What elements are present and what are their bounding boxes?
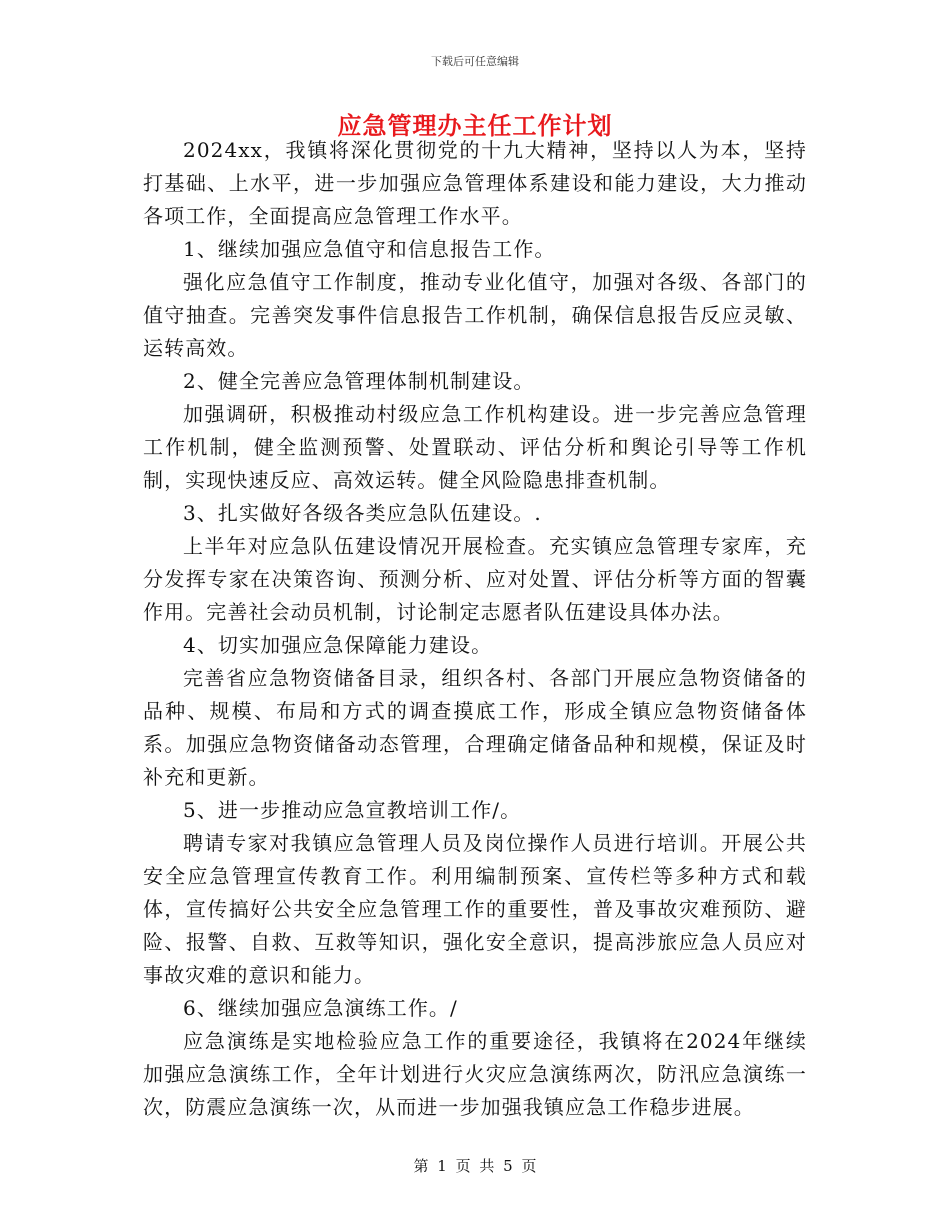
section-5-body: 聘请专家对我镇应急管理人员及岗位操作人员进行培训。开展公共安全应急管理宣传教育工作。利用编制预案、宣传栏等多种方式和载体，宣传搞好公共安全应急管理工作的重要性，普及事故灾难预防、避险、报警、自救、互救等知识，强化安全意识，提高涉旅应急人员应对事故灾难的意识和能力。 (143, 831, 807, 987)
document-body (143, 134, 807, 1124)
section-5-heading: 5、进一步推动应急宣教培训工作/。 (183, 798, 522, 822)
section-2-body: 加强调研，积极推动村级应急工作机构建设。进一步完善应急管理工作机制，健全监测预警、处置联动、评估分析和舆论引导等工作机制，实现快速反应、高效运转。健全风险隐患排查机制。 (143, 402, 807, 492)
section-3-heading: 3、扎实做好各级各类应急队伍建设。. (183, 501, 542, 525)
section-1-heading: 1、继续加强应急值守和信息报告工作。 (183, 237, 556, 261)
page-number-footer: 第 1 页 共 5 页 (413, 1157, 537, 1175)
section-3-body: 上半年对应急队伍建设情况开展检查。充实镇应急管理专家库，充分发挥专家在决策咨询、预测分析、应对处置、评估分析等方面的智囊作用。完善社会动员机制，讨论制定志愿者队伍建设具体办法。 (143, 534, 807, 624)
document-title: 应急管理办主任工作计划 (337, 111, 613, 140)
section-1-body: 强化应急值守工作制度，推动专业化值守，加强对各级、各部门的值守抽查。完善突发事件信息报告工作机制，确保信息报告反应灵敏、运转高效。 (143, 270, 807, 360)
intro-paragraph: 2024xx，我镇将深化贯彻党的十九大精神，坚持以人为本，坚持打基础、上水平，进一步加强应急管理体系建设和能力建设，大力推动各项工作，全面提高应急管理工作水平。 (143, 138, 807, 228)
section-6-body: 应急演练是实地检验应急工作的重要途径，我镇将在2024年继续加强应急演练工作，全年计划进行火灾应急演练两次，防汛应急演练一次，防震应急演练一次，从而进一步加强我镇应急工作稳步进展。 (143, 1029, 807, 1119)
section-2-heading: 2、健全完善应急管理体制机制建设。 (183, 369, 535, 393)
section-6-heading: 6、继续加强应急演练工作。/ (183, 996, 458, 1020)
section-4-heading: 4、切实加强应急保障能力建设。 (183, 633, 493, 657)
page-header-note: 下载后可任意编辑 (431, 55, 519, 68)
section-4-body: 完善省应急物资储备目录，组织各村、各部门开展应急物资储备的品种、规模、布局和方式的调查摸底工作，形成全镇应急物资储备体系。加强应急物资储备动态管理，合理确定储备品种和规模，保证及时补充和更新。 (143, 666, 807, 789)
